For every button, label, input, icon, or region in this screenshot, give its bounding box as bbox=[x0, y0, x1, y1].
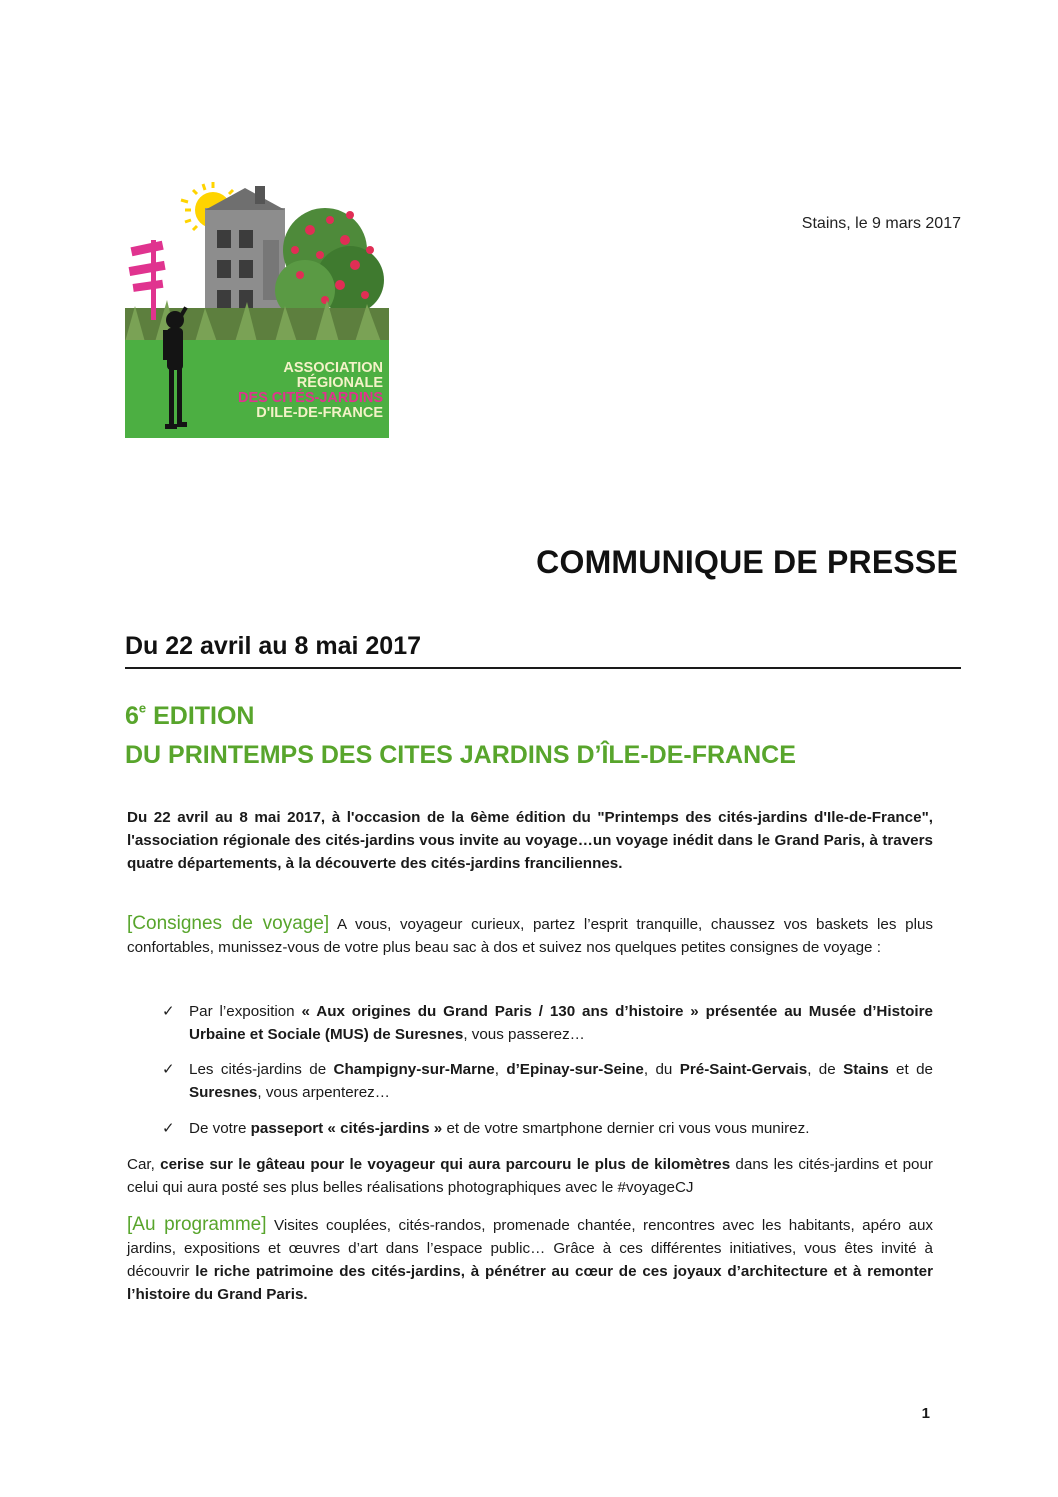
text-run: , du bbox=[643, 1061, 680, 1078]
edition-subheading: DU PRINTEMPS DES CITES JARDINS D’ÎLE-DE-FRANCE bbox=[125, 741, 796, 769]
list-item bbox=[162, 1117, 933, 1140]
association-logo bbox=[125, 180, 389, 438]
edition-label: EDITION bbox=[146, 702, 255, 730]
bold-run: cerise sur le gâteau pour le voyageur qui aura parcouru le plus de kilomètres bbox=[160, 1156, 731, 1173]
logo-line-2: RÉGIONALE bbox=[296, 375, 383, 391]
text-run: , de bbox=[807, 1061, 844, 1078]
programme-label: [Au programme] bbox=[127, 1214, 267, 1235]
text-run: Car, bbox=[127, 1156, 161, 1173]
text-run: Par l’exposition bbox=[189, 1003, 302, 1020]
bold-run: le riche patrimoine des cités-jardins, à pénétrer au cœur de ces joyaux d’architecture et à remonter l’histoire du Grand Paris. bbox=[127, 1263, 933, 1303]
text-run: et de votre smartphone dernier cri vous vous munirez. bbox=[442, 1120, 810, 1137]
list-item bbox=[162, 1000, 933, 1046]
prize-paragraph bbox=[127, 1153, 933, 1199]
logo-line-3: DES CITÉS-JARDINS bbox=[237, 390, 383, 406]
consignes-label: [Consignes de voyage] bbox=[127, 913, 330, 934]
list-item-text bbox=[189, 1117, 933, 1140]
bold-run: Suresnes bbox=[189, 1084, 258, 1101]
bold-run: Champigny-sur-Marne bbox=[333, 1061, 495, 1078]
edition-number: 6 bbox=[125, 702, 139, 730]
text-run: , vous arpenterez… bbox=[257, 1084, 390, 1101]
bold-run: Pré-Saint-Gervais bbox=[679, 1061, 808, 1078]
checkmark-icon: ✓ bbox=[162, 1061, 175, 1078]
text-run: Visites couplées, cités-randos, promenade chantée, rencontres avec les habitants, apéro aux jardins, expositions et œuvres d’art dans l’espace public… Grâce à ces différentes initiatives, vous êtes invité à découvrir bbox=[127, 1217, 933, 1280]
list-item bbox=[162, 1058, 933, 1104]
event-period-heading: Du 22 avril au 8 mai 2017 bbox=[125, 632, 422, 660]
checkmark-icon: ✓ bbox=[162, 1120, 175, 1137]
heading-divider bbox=[125, 667, 961, 669]
programme-paragraph bbox=[127, 1213, 933, 1306]
text-run: De votre bbox=[189, 1120, 251, 1137]
page-number: 1 bbox=[921, 1405, 930, 1422]
list-item-text bbox=[189, 1058, 933, 1104]
text-run: dans les cités-jardins et pour celui qui aura posté ses plus belles réalisations photographiques avec le #voyageCJ bbox=[127, 1156, 933, 1196]
edition-superscript: e bbox=[138, 700, 147, 716]
edition-heading bbox=[125, 702, 254, 731]
checkmark-icon: ✓ bbox=[162, 1003, 175, 1020]
text-run: , vous passerez… bbox=[463, 1026, 585, 1043]
bold-run: « Aux origines du Grand Paris / 130 ans d’histoire » présentée au Musée d’Histoire Urbaine et Sociale (MUS) de Suresnes bbox=[189, 1003, 933, 1043]
text-run: et de bbox=[888, 1061, 933, 1078]
consignes-text: A vous, voyageur curieux, partez l’esprit tranquille, chaussez vos baskets les plus confortables, munissez-vous de votre plus beau sac à dos et suivez nos quelques petites consignes de voyage : bbox=[127, 916, 934, 956]
intro-paragraph: Du 22 avril au 8 mai 2017, à l'occasion de la 6ème édition du "Printemps des cités-jardins d'Ile-de-France", l'association régionale des cités-jardins vous invite au voyage…un voyage inédit dans le Grand Paris, à travers quatre départements, à la découverte des cités-jardins franciliennes. bbox=[127, 809, 933, 872]
bold-run: d’Epinay-sur-Seine bbox=[506, 1061, 644, 1078]
text-run: Les cités-jardins de bbox=[189, 1061, 334, 1078]
logo-line-4: D'ILE-DE-FRANCE bbox=[256, 405, 383, 421]
list-item-text bbox=[189, 1000, 933, 1046]
text-run: , bbox=[494, 1061, 507, 1078]
document-title: COMMUNIQUE DE PRESSE bbox=[536, 544, 958, 580]
date-line: Stains, le 9 mars 2017 bbox=[801, 215, 961, 232]
logo-line-1: ASSOCIATION bbox=[283, 360, 383, 376]
bold-run: passeport « cités-jardins » bbox=[250, 1120, 443, 1137]
consignes-paragraph bbox=[127, 912, 933, 959]
bold-run: Stains bbox=[843, 1061, 889, 1078]
